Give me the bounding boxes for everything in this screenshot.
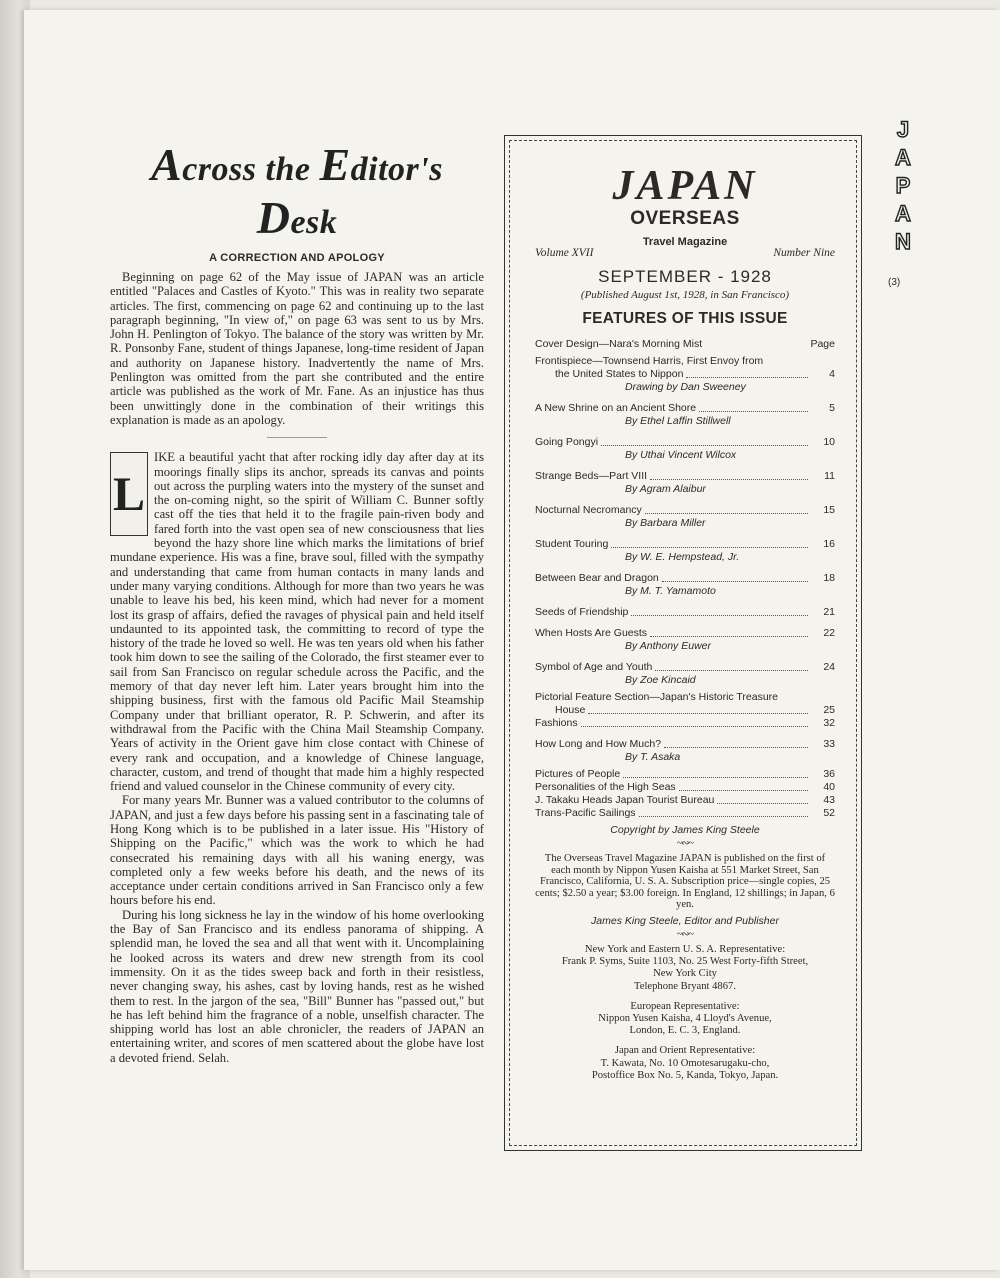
tribute-para-2: For many years Mr. Bunner was a valued contributor to the columns of JAPAN, and just a few days before his passing sent in a fascinating tale of Hong Kong which is to be published in a later issue. His "History of Shipping on the Pacific," which was the work to which he had consecrated his remaining days with all his waning energy, was completed only a few weeks before his death, and the news of its acceptance under certain conditions arrived in San Francisco only a few hours before his end. — [110, 793, 484, 908]
correction-text: Beginning on page 62 of the May issue of JAPAN was an article entitled "Palaces and Castles of Kyoto." This was in reality two separate articles. The first, commencing on page 62 and continuing up to the last paragraph beginning, "In view of," on page 63 was sent to us by Mrs. John H. Penlington of Tokyo. The balance of the story was written by Mr. R. Ponsonby Fane, student of things Japanese, long-time resident of Japan and authority on Japanese history. Inadvertently the name of Mrs. Penlington was omitted from the part she contributed and the entire article was published as the work of Mr. Fane. As an injustice has thus been unwittingly done in the combination of their writings this explanation is made as an apology. — [110, 270, 484, 427]
toc-row: Strange Beds—Part VIII 11 — [535, 470, 835, 482]
toc-row: Frontispiece—Townsend Harris, First Envoy from — [535, 355, 764, 367]
contents-box — [504, 135, 862, 1151]
toc-row: Student Touring 16 — [535, 538, 835, 550]
toc-row: Symbol of Age and Youth 24 — [535, 661, 835, 673]
jp-rep-line: Japan and Orient Representative: — [614, 1045, 756, 1057]
tribute-text: IKE a beautiful yacht that after rocking idly day after day at its moorings finally slips its anchor, spreads its canvas and points out across the purpling waters into the mystery of the sunset and the on-coming night, so the spirit of William C. Bunner softly cast off the ties that held it to the fragile pain-riven body and fared forth into the vast open sea of new consciousness that lies beyond the hazy shore line which marks the limitations of brief mundane experience. His was a fine, brave soul, filled with the sympathy and understanding that came from human contacts in many lands and under many varying conditions. Although for more than two years he was unable to leave his bed, his keen mind, which had never for a moment lost its grasp of affairs, defied the ravages of physical pain and held itself undaunted to its appointed task, the committing to record of type the history of the trade he loved so well. He was ten years old when his father took him down to see the sailing of the Colorado, the first steamer ever to sail from San Francisco on regular schedule across the Pacific, and the memory of that day never left him. Later years brought him into the shipping business, first with the famous old Pacific Mail Steamship Company under that brilliant operator, R. P. Schwerin, and after its withdrawal from the Pacific with the China Mail Steamship Company. Years of activity in the Orient gave him close contact with Chinese of every rank and occupation, and a knowledge of Chinese language, character, custom, and trend of thought that made him a highly respected friend and valued counselor in the Chinese community of every city. — [110, 450, 484, 794]
toc-row: J. Takaku Heads Japan Tourist Bureau 43 — [535, 794, 835, 806]
toc-row: Nocturnal Necromancy 15 — [535, 504, 835, 516]
toc-row: Fashions 32 — [535, 717, 835, 729]
magazine-subtitle: OVERSEAS — [630, 208, 740, 229]
features-heading: FEATURES OF THIS ISSUE — [582, 310, 788, 327]
toc-row: Between Bear and Dragon 18 — [535, 572, 835, 584]
toc-byline: By Anthony Euwer — [625, 640, 711, 652]
toc-byline: By W. E. Hempstead, Jr. — [625, 551, 740, 563]
ny-rep-line: New York and Eastern U. S. A. Representative: — [584, 943, 786, 955]
ny-rep-line: Telephone Bryant 4867. — [634, 980, 736, 992]
toc-row: the United States to Nippon 4 — [555, 368, 835, 380]
editor-column — [110, 138, 484, 1065]
toc-byline: By M. T. Yamamoto — [625, 585, 716, 597]
volume: Volume XVII — [535, 247, 594, 259]
ny-rep-line: Frank P. Syms, Suite 1103, No. 25 West Forty-fifth Street, — [561, 956, 809, 968]
issue-number: Number Nine — [773, 247, 835, 259]
volume-row — [535, 247, 835, 259]
magazine-title: JAPAN — [612, 163, 758, 209]
eu-rep-line: London, E. C. 3, England. — [629, 1025, 741, 1037]
dropcap-ornament — [110, 452, 148, 536]
eu-rep-line: European Representative: — [630, 1000, 740, 1012]
page-number: (3) — [888, 277, 901, 288]
toc-byline: By Agram Alaibur — [625, 483, 706, 495]
toc-row: Personalities of the High Seas 40 — [535, 781, 835, 793]
jp-rep-line: T. Kawata, No. 10 Omotesarugaku-cho, — [600, 1057, 770, 1069]
toc-row: Trans-Pacific Sailings 52 — [535, 807, 835, 819]
tribute-para-3: During his long sickness he lay in the window of his home overlooking the Bay of San Francisco and its endless panorama of shipping. A splendid man, he loved the sea and all that went with it. Uncomplaining he looked across its waters and drew new strength from its cool immensity. On it as the tides sweep back and forth in their resistless, never changing sway, his ashes, cast by loving hands, rest as he wished them to rest. In the jargon of the sea, "Bill" Bunner has "passed out," but he has left behind him the fragrance of a noble, unselfish character. The shipping world has lost an able chronicler, the readers of JAPAN an entertaining writer, and scores of men scattered about the globe have lost a devoted friend. Selah. — [110, 907, 484, 1065]
toc-row: How Long and How Much? 33 — [535, 738, 835, 750]
toc-byline: By Barbara Miller — [625, 517, 706, 529]
toc-byline: By T. Asaka — [625, 751, 681, 763]
ny-rep-line: New York City — [653, 968, 717, 980]
publisher-info: The Overseas Travel Magazine JAPAN is published on the first of each month by Nippon Yusen Kaisha at 551 Market Street, San Francisco, California, U. S. A. Subscription price—single copies, 25 cents; $2.50 a year; $3.00 foreign. In England, 12 shillings; in Japan, 6 yen. — [535, 853, 835, 911]
side-title: J A P A N — [895, 117, 911, 254]
toc-row: Cover Design—Nara's Morning Mist Page — [535, 338, 835, 350]
toc-row: Pictorial Feature Section—Japan's Historic Treasure — [535, 691, 779, 703]
published-note: (Published August 1st, 1928, in San Francisco) — [580, 289, 790, 301]
toc-byline: By Zoe Kincaid — [625, 674, 696, 686]
magazine-tagline: Travel Magazine — [642, 236, 728, 248]
eu-rep-line: Nippon Yusen Kaisha, 4 Lloyd's Avenue, — [598, 1012, 772, 1024]
toc-row: Going Pongyi 10 — [535, 436, 835, 448]
copyright: Copyright by James King Steele — [610, 824, 760, 836]
correction-heading: A CORRECTION AND APOLOGY — [209, 252, 385, 264]
toc-byline: Drawing by Dan Sweeney — [625, 381, 746, 393]
toc-list — [535, 394, 835, 687]
toc-list — [535, 717, 835, 764]
editor-line: James King Steele, Editor and Publisher — [591, 914, 779, 927]
toc-list — [535, 768, 835, 820]
toc-row: A New Shrine on an Ancient Shore 5 — [535, 402, 835, 414]
contents-content — [535, 164, 835, 1082]
ornament: ~∾~ — [676, 928, 694, 940]
issue-date: SEPTEMBER - 1928 — [598, 267, 772, 286]
divider — [267, 437, 327, 438]
toc-byline: By Uthai Vincent Wilcox — [625, 449, 737, 461]
dropcap-letter: L — [112, 467, 145, 521]
toc-row: When Hosts Are Guests 22 — [535, 627, 835, 639]
editor-title: Across the Editor's Desk — [151, 139, 443, 243]
toc-row: Pictures of People 36 — [535, 768, 835, 780]
toc-byline: By Ethel Laffin Stillwell — [625, 415, 731, 427]
toc-row: Seeds of Friendship 21 — [535, 606, 835, 618]
jp-rep-line: Postoffice Box No. 5, Kanda, Tokyo, Japan. — [591, 1069, 779, 1081]
toc-row: House 25 — [555, 704, 835, 716]
ornament: ~∾~ — [676, 838, 694, 849]
